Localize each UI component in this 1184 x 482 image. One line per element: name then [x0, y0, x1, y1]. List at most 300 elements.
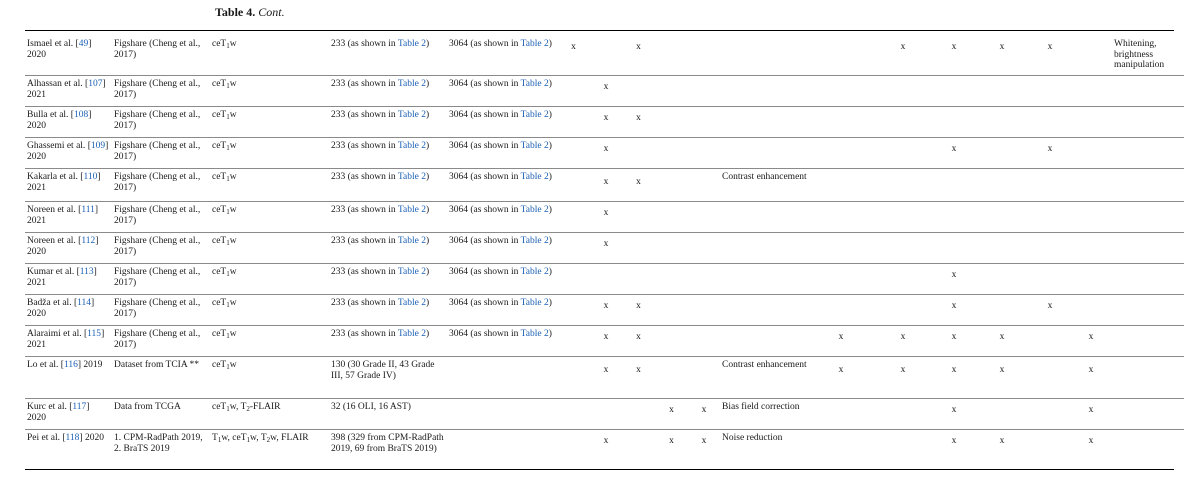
year: 2021	[27, 89, 46, 100]
mark: x	[636, 177, 641, 187]
patients-table-link[interactable]: Table 2	[397, 39, 426, 49]
authors-cell: Badža et al. [114] 2020	[25, 295, 112, 326]
modality-cell	[210, 138, 329, 169]
mark-cell	[810, 169, 872, 202]
reference-link[interactable]: 109	[90, 141, 106, 151]
mark-cell	[872, 430, 934, 470]
mark-cell	[557, 264, 590, 295]
mark: x	[669, 405, 674, 415]
images-cell	[447, 399, 557, 430]
patients-tail: )	[425, 39, 430, 49]
dataset-cell	[112, 326, 210, 357]
patients-table-link[interactable]: Table 2	[397, 236, 426, 246]
table-top-rule	[25, 30, 1174, 31]
preprocessing-note: Contrast enhancement	[722, 360, 807, 370]
mark-cell	[1030, 326, 1070, 357]
mark-cell	[1030, 36, 1070, 76]
mark-cell	[1030, 138, 1070, 169]
images: 3064 (as shown in	[449, 141, 519, 151]
mark: x	[701, 436, 707, 446]
mark-cell	[590, 138, 622, 169]
mark: x	[1047, 144, 1053, 154]
mark-cell	[557, 107, 590, 138]
patients-cell	[329, 430, 447, 470]
mark-cell	[934, 107, 974, 138]
mark-cell	[1030, 76, 1070, 107]
authors-cell: Noreen et al. [112] 2020	[25, 233, 112, 264]
table-row	[25, 202, 1184, 233]
reference-link[interactable]: 113	[79, 267, 94, 277]
mark-cell	[810, 326, 872, 357]
modality-cell	[210, 264, 329, 295]
modality: ceT$_1$w	[212, 110, 237, 121]
dataset: 1. CPM-RadPath 2019, 2. BraTS 2019	[114, 433, 203, 454]
mark: x	[603, 113, 609, 123]
mark-cell	[1070, 76, 1112, 107]
images-cell	[447, 76, 557, 107]
mark-cell	[590, 357, 622, 399]
modality-cell	[210, 202, 329, 233]
mark-cell	[810, 36, 872, 76]
authors: Ghassemi et al.	[27, 141, 86, 151]
authors: Bulla et al.	[27, 110, 69, 120]
mark-cell	[872, 138, 934, 169]
year: 2020	[27, 246, 46, 257]
patients: 233 (as shown in	[331, 172, 396, 182]
mark-cell	[590, 295, 622, 326]
mark-cell	[810, 264, 872, 295]
images-tail: )	[548, 329, 552, 339]
dataset: Figshare (Cheng et al., 2017)	[114, 236, 201, 257]
patients-tail: )	[425, 141, 430, 151]
preprocessing-note-cell	[720, 36, 810, 76]
authors-cell: Alaraimi et al. [115] 2021	[25, 326, 112, 357]
patients: 398 (329 from CPM-RadPath 2019, 69 from BraTS 2019)	[331, 433, 444, 454]
images-cell	[447, 36, 557, 76]
caption-label: Table 4.	[215, 5, 256, 19]
images-table-link[interactable]: Table 2	[520, 329, 549, 339]
images: 3064 (as shown in	[449, 236, 519, 246]
mark-cell	[1070, 295, 1112, 326]
authors: Pei et al.	[27, 433, 60, 443]
preprocessing-note: Contrast enhancement	[722, 172, 807, 182]
table-row	[25, 326, 1184, 357]
images-tail: )	[548, 205, 552, 215]
mark-cell	[622, 295, 655, 326]
table-row	[25, 233, 1184, 264]
mark-cell	[557, 76, 590, 107]
table-row	[25, 357, 1184, 399]
images-tail: )	[548, 298, 552, 308]
other-augmentation-cell	[1112, 357, 1184, 399]
patients-tail: )	[425, 267, 430, 277]
dataset-cell	[112, 76, 210, 107]
reference-link[interactable]: 107	[88, 79, 103, 89]
reference-link[interactable]: 49	[78, 39, 89, 49]
preprocessing-note-cell	[720, 107, 810, 138]
mark-cell	[590, 326, 622, 357]
mark-cell	[1030, 233, 1070, 264]
mark: x	[603, 365, 609, 375]
patients: 130 (30 Grade II, 43 Grade III, 57 Grade IV)	[331, 360, 435, 381]
reference-link[interactable]: 110	[83, 172, 98, 182]
preprocessing-note-cell	[720, 202, 810, 233]
modality-cell	[210, 169, 329, 202]
reference-link[interactable]: 108	[73, 110, 89, 120]
preprocessing-note-cell	[720, 357, 810, 399]
images: 3064 (as shown in	[449, 79, 519, 89]
mark: x	[900, 42, 906, 52]
mark: x	[603, 436, 609, 446]
images-cell	[447, 202, 557, 233]
mark-cell	[974, 138, 1030, 169]
mark: x	[1088, 436, 1094, 446]
modality: ceT$_1$w	[212, 360, 237, 371]
mark: x	[636, 113, 641, 123]
other-augmentation-cell	[1112, 264, 1184, 295]
patients: 233 (as shown in	[331, 79, 396, 89]
patients-cell	[329, 138, 447, 169]
mark-cell	[590, 399, 622, 430]
images-table-link[interactable]: Table 2	[520, 79, 549, 89]
patients: 233 (as shown in	[331, 267, 396, 277]
reference-link[interactable]: 118	[65, 433, 80, 443]
modality: ceT$_1$w	[212, 267, 237, 278]
year: 2021	[27, 215, 46, 226]
reference-link[interactable]: 111	[81, 205, 95, 215]
mark-cell	[934, 202, 974, 233]
mark-cell	[655, 326, 688, 357]
mark-cell	[974, 357, 1030, 399]
year: 2020	[27, 308, 46, 319]
patients: 233 (as shown in	[331, 298, 396, 308]
images-table-link[interactable]: Table 2	[520, 172, 549, 182]
mark: x	[603, 177, 609, 187]
images-table-link[interactable]: Table 2	[520, 236, 549, 246]
mark-cell	[872, 169, 934, 202]
mark: x	[603, 239, 609, 249]
images-tail: )	[548, 172, 552, 182]
other-augmentation-cell	[1112, 399, 1184, 430]
images-cell	[447, 357, 557, 399]
mark: x	[951, 405, 957, 415]
mark-cell	[688, 399, 720, 430]
mark-cell	[974, 36, 1030, 76]
reference-link[interactable]: 112	[81, 236, 96, 246]
mark: x	[1088, 405, 1094, 415]
year: 2021	[27, 277, 46, 288]
mark: x	[951, 42, 957, 52]
table-body	[25, 36, 1184, 469]
preprocessing-note-cell	[720, 399, 810, 430]
images-cell	[447, 233, 557, 264]
images-table-link[interactable]: Table 2	[520, 205, 549, 215]
authors: Kurc et al.	[27, 402, 67, 412]
table-caption	[215, 5, 285, 20]
other-augmentation-cell	[1112, 233, 1184, 264]
mark: x	[1088, 365, 1094, 375]
mark: x	[1047, 42, 1053, 52]
mark-cell	[872, 202, 934, 233]
study-table	[25, 36, 1184, 469]
dataset-cell	[112, 430, 210, 470]
modality: ceT$_1$w	[212, 236, 237, 247]
dataset-cell	[112, 36, 210, 76]
mark: x	[636, 332, 641, 342]
images: 3064 (as shown in	[449, 298, 519, 308]
other-augmentation-cell	[1112, 76, 1184, 107]
mark: x	[636, 42, 641, 52]
mark-cell	[872, 326, 934, 357]
reference-link[interactable]: 114	[77, 298, 92, 308]
mark-cell	[557, 169, 590, 202]
authors-cell: Lo et al. [116] 2019	[25, 357, 112, 399]
mark-cell	[590, 202, 622, 233]
mark-cell	[622, 399, 655, 430]
year: 2021	[27, 182, 46, 193]
table-row	[25, 107, 1184, 138]
mark-cell	[655, 233, 688, 264]
mark-cell	[655, 169, 688, 202]
images: 3064 (as shown in	[449, 172, 519, 182]
modality-cell	[210, 357, 329, 399]
mark: x	[951, 270, 957, 280]
authors: Badža et al.	[27, 298, 72, 308]
images: 3064 (as shown in	[449, 110, 519, 120]
mark-cell	[934, 430, 974, 470]
mark-cell	[655, 399, 688, 430]
mark-cell	[688, 233, 720, 264]
mark-cell	[557, 233, 590, 264]
mark-cell	[590, 264, 622, 295]
year: 2019	[83, 360, 103, 370]
dataset: Figshare (Cheng et al., 2017)	[114, 172, 201, 193]
mark-cell	[1030, 430, 1070, 470]
mark-cell	[655, 202, 688, 233]
mark: x	[838, 365, 844, 375]
images-tail: )	[548, 39, 552, 49]
patients-cell	[329, 357, 447, 399]
patients: 233 (as shown in	[331, 39, 396, 49]
mark-cell	[1070, 399, 1112, 430]
patients-cell	[329, 107, 447, 138]
mark-cell	[688, 107, 720, 138]
mark-cell	[557, 295, 590, 326]
patients-table-link[interactable]: Table 2	[397, 298, 426, 308]
dataset: Figshare (Cheng et al., 2017)	[114, 39, 201, 60]
images-tail: )	[548, 79, 552, 89]
mark-cell	[655, 76, 688, 107]
images-tail: )	[548, 236, 552, 246]
mark-cell	[974, 76, 1030, 107]
year: 2021	[27, 339, 46, 350]
dataset-cell	[112, 169, 210, 202]
modality: ceT$_1$w	[212, 205, 237, 216]
mark-cell	[557, 399, 590, 430]
patients-table-link[interactable]: Table 2	[397, 329, 426, 339]
mark: x	[1088, 332, 1094, 342]
mark-cell	[810, 357, 872, 399]
mark-cell	[872, 264, 934, 295]
images-table-link[interactable]: Table 2	[520, 298, 549, 308]
mark-cell	[557, 36, 590, 76]
mark-cell	[872, 357, 934, 399]
patients-table-link[interactable]: Table 2	[397, 205, 426, 215]
reference-link[interactable]: 117	[72, 402, 87, 412]
patients-table-link[interactable]: Table 2	[397, 141, 426, 151]
mark: x	[951, 365, 957, 375]
year: 2020	[84, 433, 104, 443]
patients-table-link[interactable]: Table 2	[397, 172, 426, 182]
authors: Alaraimi et al.	[27, 329, 82, 339]
authors: Noreen et al.	[27, 205, 76, 215]
images: 3064 (as shown in	[449, 267, 519, 277]
images-cell	[447, 430, 557, 470]
authors: Noreen et al.	[27, 236, 76, 246]
mark: x	[603, 144, 609, 154]
year: 2020	[27, 49, 46, 60]
mark-cell	[655, 107, 688, 138]
patients-table-link[interactable]: Table 2	[397, 267, 426, 277]
mark-cell	[974, 430, 1030, 470]
patients-cell	[329, 264, 447, 295]
table-row	[25, 430, 1184, 470]
patients-table-link[interactable]: Table 2	[397, 110, 426, 120]
mark: x	[900, 365, 906, 375]
dataset-cell	[112, 138, 210, 169]
mark: x	[603, 208, 609, 218]
images-tail: )	[548, 141, 552, 151]
mark-cell	[655, 36, 688, 76]
patients-tail: )	[425, 172, 430, 182]
other-augmentation-cell	[1112, 107, 1184, 138]
dataset-cell	[112, 202, 210, 233]
mark-cell	[688, 357, 720, 399]
images-cell	[447, 264, 557, 295]
mark-cell	[974, 264, 1030, 295]
patients: 233 (as shown in	[331, 205, 396, 215]
mark-cell	[688, 295, 720, 326]
patients: 233 (as shown in	[331, 329, 396, 339]
mark-cell	[810, 202, 872, 233]
mark-cell	[810, 430, 872, 470]
mark-cell	[622, 107, 655, 138]
mark-cell	[1070, 202, 1112, 233]
patients: 233 (as shown in	[331, 141, 396, 151]
preprocessing-note-cell	[720, 295, 810, 326]
patients-cell	[329, 233, 447, 264]
dataset: Data from TCGA	[114, 402, 181, 412]
mark-cell	[974, 233, 1030, 264]
mark-cell	[622, 169, 655, 202]
dataset-cell	[112, 399, 210, 430]
authors-cell: Noreen et al. [111] 2021	[25, 202, 112, 233]
authors-cell: Kakarla et al. [110] 2021	[25, 169, 112, 202]
other-augmentation-cell	[1112, 430, 1184, 470]
mark-cell	[810, 107, 872, 138]
year: 2020	[27, 412, 46, 423]
table-row	[25, 399, 1184, 430]
mark: x	[951, 332, 957, 342]
reference-link[interactable]: 116	[63, 360, 78, 370]
mark-cell	[810, 233, 872, 264]
images-table-link[interactable]: Table 2	[520, 110, 549, 120]
modality-cell	[210, 326, 329, 357]
modality-cell	[210, 233, 329, 264]
mark-cell	[655, 430, 688, 470]
mark: x	[900, 332, 906, 342]
table-row	[25, 138, 1184, 169]
modality-cell	[210, 295, 329, 326]
mark-cell	[934, 138, 974, 169]
images-table-link[interactable]: Table 2	[520, 141, 549, 151]
mark: x	[603, 332, 609, 342]
authors: Kumar et al.	[27, 267, 75, 277]
mark-cell	[688, 138, 720, 169]
mark-cell	[934, 357, 974, 399]
images-table-link[interactable]: Table 2	[520, 267, 549, 277]
images-cell	[447, 169, 557, 202]
mark: x	[951, 144, 957, 154]
table-row	[25, 36, 1184, 76]
authors: Alhassan et al.	[27, 79, 83, 89]
dataset: Figshare (Cheng et al., 2017)	[114, 298, 201, 319]
dataset: Figshare (Cheng et al., 2017)	[114, 110, 201, 131]
table-row	[25, 169, 1184, 202]
preprocessing-note-cell	[720, 264, 810, 295]
images-tail: )	[548, 267, 552, 277]
preprocessing-note-cell	[720, 233, 810, 264]
images-cell	[447, 326, 557, 357]
mark-cell	[934, 169, 974, 202]
patients-cell	[329, 169, 447, 202]
mark-cell	[1030, 399, 1070, 430]
dataset-cell	[112, 233, 210, 264]
modality: ceT$_1$w	[212, 298, 237, 309]
dataset: Dataset from TCIA **	[114, 360, 200, 370]
mark-cell	[655, 264, 688, 295]
patients: 233 (as shown in	[331, 236, 396, 246]
patients-cell	[329, 36, 447, 76]
table-row	[25, 76, 1184, 107]
patients-tail: )	[425, 298, 430, 308]
mark-cell	[974, 202, 1030, 233]
reference-link[interactable]: 115	[87, 329, 102, 339]
authors-cell: Ismael et al. [49] 2020	[25, 36, 112, 76]
mark: x	[571, 42, 576, 52]
modality: ceT$_1$w	[212, 329, 237, 340]
mark: x	[701, 405, 707, 415]
authors-cell: Ghassemi et al. [109] 2020	[25, 138, 112, 169]
mark-cell	[810, 295, 872, 326]
other-augmentation-cell	[1112, 295, 1184, 326]
images-table-link[interactable]: Table 2	[520, 39, 549, 49]
other-augmentation-cell	[1112, 169, 1184, 202]
modality: ceT$_1$w	[212, 79, 237, 90]
mark-cell	[557, 138, 590, 169]
mark-cell	[810, 399, 872, 430]
mark-cell	[688, 202, 720, 233]
patients-cell	[329, 76, 447, 107]
patients-tail: )	[425, 236, 430, 246]
dataset: Figshare (Cheng et al., 2017)	[114, 329, 201, 350]
patients-tail: )	[425, 205, 430, 215]
patients-table-link[interactable]: Table 2	[397, 79, 426, 89]
mark-cell	[974, 295, 1030, 326]
mark: x	[603, 82, 609, 92]
dataset: Figshare (Cheng et al., 2017)	[114, 205, 201, 226]
modality-cell	[210, 399, 329, 430]
